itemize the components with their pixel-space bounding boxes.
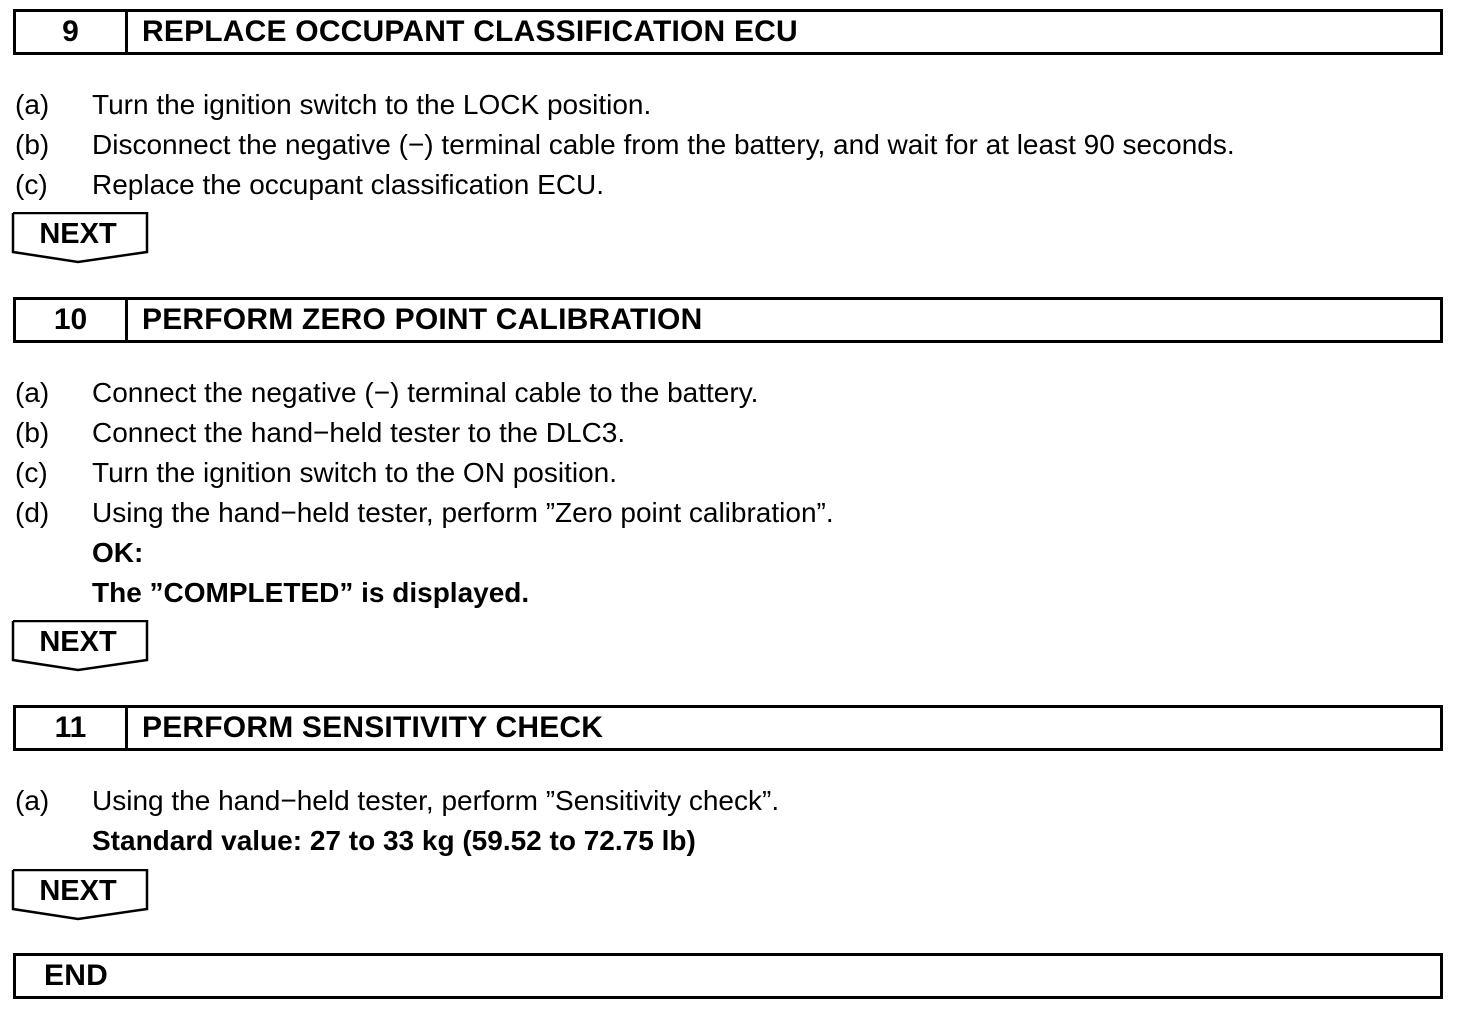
end-label: END: [44, 959, 108, 992]
item-text: Connect the hand−held tester to the DLC3.: [92, 417, 626, 448]
ok-label: OK:: [92, 537, 144, 568]
item-text: Turn the ignition switch to the LOCK position.: [92, 89, 652, 120]
step-number: 9: [16, 12, 128, 52]
item-label: (a): [15, 377, 50, 408]
list-item: [15, 165, 604, 205]
item-label: (c): [15, 169, 48, 200]
step-number: 10: [16, 300, 128, 340]
step-title: PERFORM ZERO POINT CALIBRATION: [142, 303, 703, 336]
step-title: REPLACE OCCUPANT CLASSIFICATION ECU: [142, 15, 798, 48]
item-text: Replace the occupant classification ECU.: [92, 169, 605, 200]
list-item: [15, 85, 651, 125]
step-11-header: [13, 705, 1443, 751]
item-label: (c): [15, 457, 48, 488]
item-text: Turn the ignition switch to the ON position.: [92, 457, 617, 488]
item-text: Connect the negative (−) terminal cable to the battery.: [92, 377, 759, 408]
step-10-header: [13, 297, 1443, 343]
next-label: NEXT: [39, 626, 117, 658]
item-label: (d): [15, 497, 50, 528]
list-item: [15, 373, 758, 413]
item-label: (a): [15, 89, 50, 120]
step-9-header: [13, 9, 1443, 55]
list-item: [15, 413, 625, 453]
list-item: [15, 781, 779, 821]
item-text: Using the hand−held tester, perform ”Sensitivity check”.: [92, 785, 780, 816]
item-label: (b): [15, 129, 50, 160]
list-item: [15, 125, 1235, 165]
item-text: Using the hand−held tester, perform ”Zero point calibration”.: [92, 497, 834, 528]
step-title: PERFORM SENSITIVITY CHECK: [142, 711, 604, 744]
item-label: (b): [15, 417, 50, 448]
item-label: (a): [15, 785, 50, 816]
next-label: NEXT: [39, 218, 117, 250]
next-label: NEXT: [39, 875, 117, 907]
list-item: [15, 493, 834, 533]
ok-result: The ”COMPLETED” is displayed.: [92, 577, 530, 608]
standard-value: Standard value: 27 to 33 kg (59.52 to 72.75 lb): [92, 825, 696, 856]
next-button[interactable]: [11, 620, 151, 672]
next-button[interactable]: [11, 869, 151, 921]
list-item: [15, 453, 617, 493]
item-text: Disconnect the negative (−) terminal cable from the battery, and wait for at least 90 seconds.: [92, 129, 1235, 160]
next-button[interactable]: [11, 212, 151, 264]
end-box: [13, 953, 1443, 999]
step-number: 11: [16, 708, 128, 748]
